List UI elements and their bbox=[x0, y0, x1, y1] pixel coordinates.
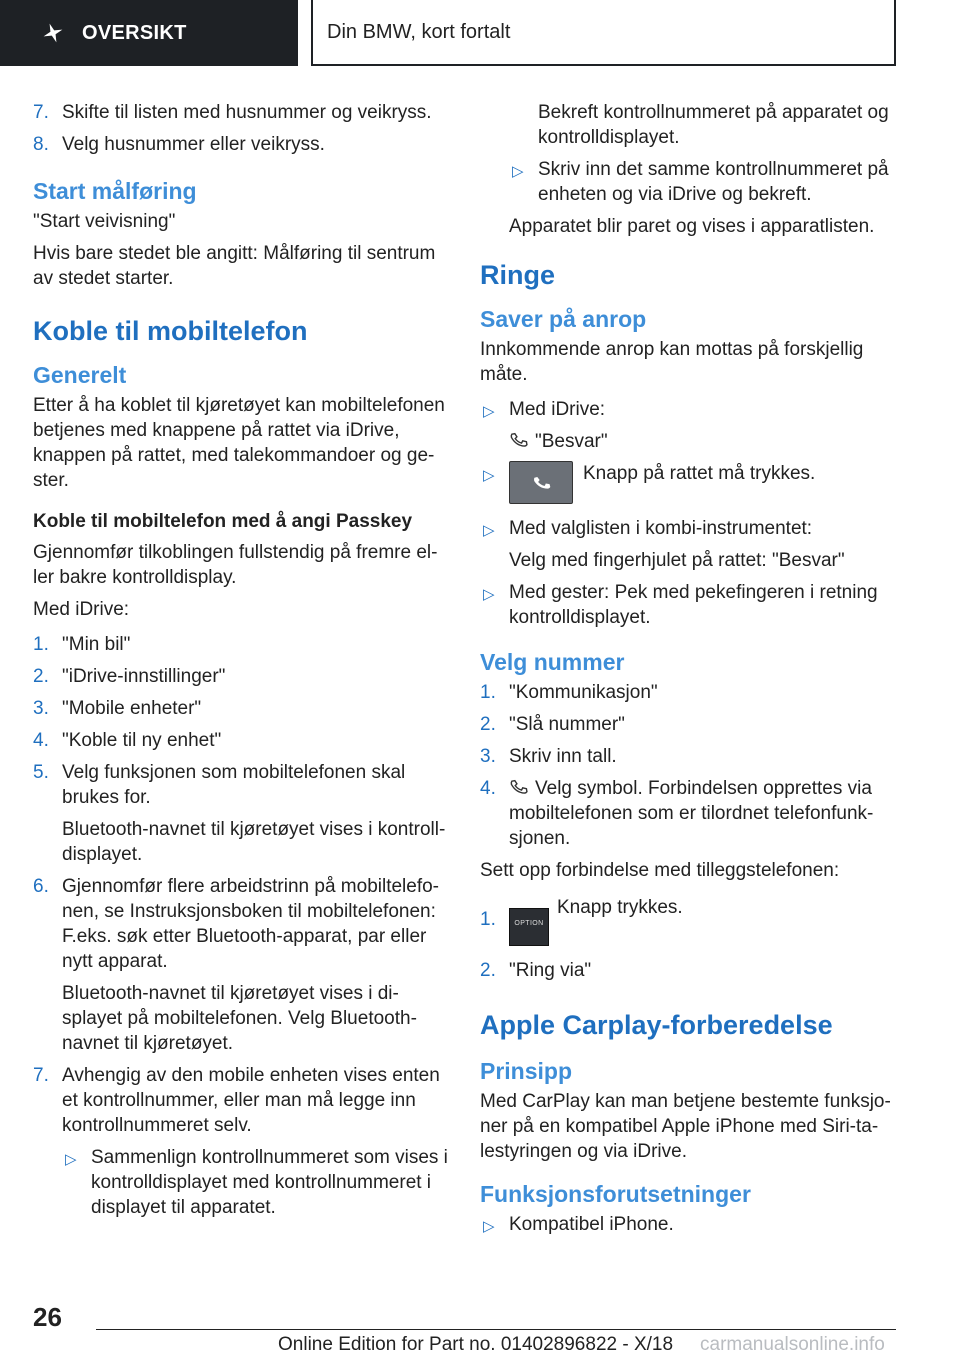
footer-edition: Online Edition for Part no. 01402896822 - X/18 bbox=[278, 1334, 674, 1355]
list-item: 1. "Kommunikasjon" bbox=[480, 682, 658, 703]
list-item: 2. "Ring via" bbox=[480, 960, 592, 981]
triangle-bullet-icon: ▷ bbox=[65, 1151, 77, 1168]
tab-oversikt[interactable] bbox=[0, 0, 298, 66]
triangle-bullet-icon: ▷ bbox=[483, 467, 495, 484]
list-item: 7. Avhengig av den mobile enheten vises enten et kontrollnummer, eller man må legge inn kontrollnummeret selv. bbox=[33, 1065, 440, 1136]
page-number: 26 bbox=[33, 1302, 62, 1332]
list-item: 8. Velg husnummer eller veikryss. bbox=[33, 134, 325, 155]
list-item: 1. OPTIONKnapp trykkes. bbox=[480, 895, 898, 946]
paragraph: Etter å ha koblet til kjøretøyet kan mobiltelefonen betjenes med knappene på rattet via iDrive, knappen på rattet, med talekommandoer og ge-ster. bbox=[33, 395, 445, 491]
paragraph: Innkommende anrop kan mottas på forskjellig måte. bbox=[480, 339, 864, 385]
list-item-note: Apparatet blir paret og vises i apparatlisten. bbox=[509, 216, 875, 237]
tab-din-bmw-label: Din BMW, kort fortalt bbox=[327, 20, 511, 43]
paragraph: Gjennomfør tilkoblingen fullstendig på fremre el-ler bakre kontrolldisplay. bbox=[33, 542, 438, 588]
option-button-icon: OPTION bbox=[509, 908, 549, 946]
heading-velg-nummer: Velg nummer bbox=[480, 649, 625, 675]
sparkle-icon bbox=[42, 22, 64, 44]
phone-icon bbox=[509, 430, 529, 450]
bullet-item: ▷ Med iDrive: bbox=[480, 397, 898, 422]
paragraph: Med iDrive: bbox=[33, 599, 130, 620]
tab-oversikt-label: OVERSIKT bbox=[82, 21, 187, 44]
triangle-bullet-icon: ▷ bbox=[483, 522, 495, 539]
list-item-note: "Besvar" bbox=[480, 429, 898, 454]
list-item-note: Velg med fingerhjulet på rattet: "Besvar" bbox=[509, 550, 845, 571]
heading-koble-til-mobiltelefon: Koble til mobiltelefon bbox=[33, 316, 308, 346]
heading-saver-pa-anrop: Saver på anrop bbox=[480, 306, 647, 332]
heading-generelt: Generelt bbox=[33, 362, 127, 388]
paragraph: Med CarPlay kan man betjene bestemte funksjo-ner på en kompatibel Apple iPhone med Siri-ta-lestyringen og via iDrive. bbox=[480, 1091, 891, 1162]
list-item: 7. Skifte til listen med husnummer og veikryss. bbox=[33, 102, 432, 123]
bullet-item: ▷ Med gester: Pek med pekefingeren i retning kontrolldisplayet. bbox=[483, 582, 878, 628]
page-header bbox=[0, 0, 960, 66]
footer-watermark: carmanualsonline.info bbox=[700, 1334, 885, 1355]
bullet-item: ▷ Kompatibel iPhone. bbox=[480, 1212, 898, 1237]
triangle-bullet-icon: ▷ bbox=[483, 403, 495, 420]
list-item-note: Bluetooth-navnet til kjøretøyet vises i kontroll-displayet. bbox=[62, 819, 446, 865]
heading-start-malforing: Start målføring bbox=[33, 178, 197, 204]
list-item: 1. "Min bil" bbox=[33, 634, 131, 655]
list-item: 4. Velg symbol. Forbindelsen opprettes via mobiltelefonen som er tilordnet telefonfunk-sjonen. bbox=[480, 778, 874, 849]
bullet-item: ▷ Sammenlign kontrollnummeret som vises i kontrolldisplayet med kontrollnummeret i displayet til apparatet. bbox=[65, 1147, 448, 1218]
tab-din-bmw[interactable] bbox=[311, 0, 896, 66]
list-item: 4. "Koble til ny enhet" bbox=[33, 730, 222, 751]
left-column bbox=[33, 100, 451, 1227]
triangle-bullet-icon: ▷ bbox=[512, 163, 524, 180]
phone-icon bbox=[509, 777, 529, 797]
list-item: 5. Velg funksjonen som mobiltelefonen skal brukes for. bbox=[33, 762, 406, 808]
bullet-item: ▷ Knapp på rattet må trykkes. bbox=[480, 461, 898, 504]
right-column bbox=[480, 100, 898, 1244]
list-item-note: Bekreft kontrollnummeret på apparatet og kontrolldisplayet. bbox=[538, 102, 889, 148]
footer-divider bbox=[96, 1329, 896, 1330]
heading-prinsipp: Prinsipp bbox=[480, 1058, 573, 1084]
heading-funksjonsforutsetninger: Funksjonsforutsetninger bbox=[480, 1181, 751, 1207]
bullet-item: ▷ Med valglisten i kombi-instrumentet: bbox=[480, 516, 898, 541]
triangle-bullet-icon: ▷ bbox=[483, 586, 495, 603]
list-item: 2. "iDrive-innstillinger" bbox=[33, 666, 226, 687]
heading-apple-carplay: Apple Carplay-forberedelse bbox=[480, 1010, 833, 1040]
list-item: 3. Skriv inn tall. bbox=[480, 746, 617, 767]
list-item: 2. "Slå nummer" bbox=[480, 714, 625, 735]
steering-wheel-phone-button-icon bbox=[509, 461, 573, 504]
list-item: 3. "Mobile enheter" bbox=[33, 698, 202, 719]
list-item: 6. Gjennomfør flere arbeidstrinn på mobiltelefo-nen, se Instruksjonsboken til mobiltelefonen: F.eks. søk etter Bluetooth-apparat, par eller nytt apparat. bbox=[33, 876, 440, 972]
heading-passkey: Koble til mobiltelefon med å angi Passkey bbox=[33, 511, 413, 532]
triangle-bullet-icon: ▷ bbox=[483, 1218, 495, 1235]
heading-ringe: Ringe bbox=[480, 260, 556, 290]
paragraph: Sett opp forbindelse med tilleggstelefonen: bbox=[480, 860, 840, 881]
bullet-item: ▷ Skriv inn det samme kontrollnummeret på enheten og via iDrive og bekreft. bbox=[512, 159, 889, 205]
paragraph: Hvis bare stedet ble angitt: Målføring til sentrum av stedet starter. bbox=[33, 243, 436, 289]
paragraph: "Start veivisning" bbox=[33, 211, 176, 232]
list-item-note: Bluetooth-navnet til kjøretøyet vises i di-splayet på mobiltelefonen. Velg Bluetooth-navnet til kjøretøyet. bbox=[62, 983, 417, 1054]
